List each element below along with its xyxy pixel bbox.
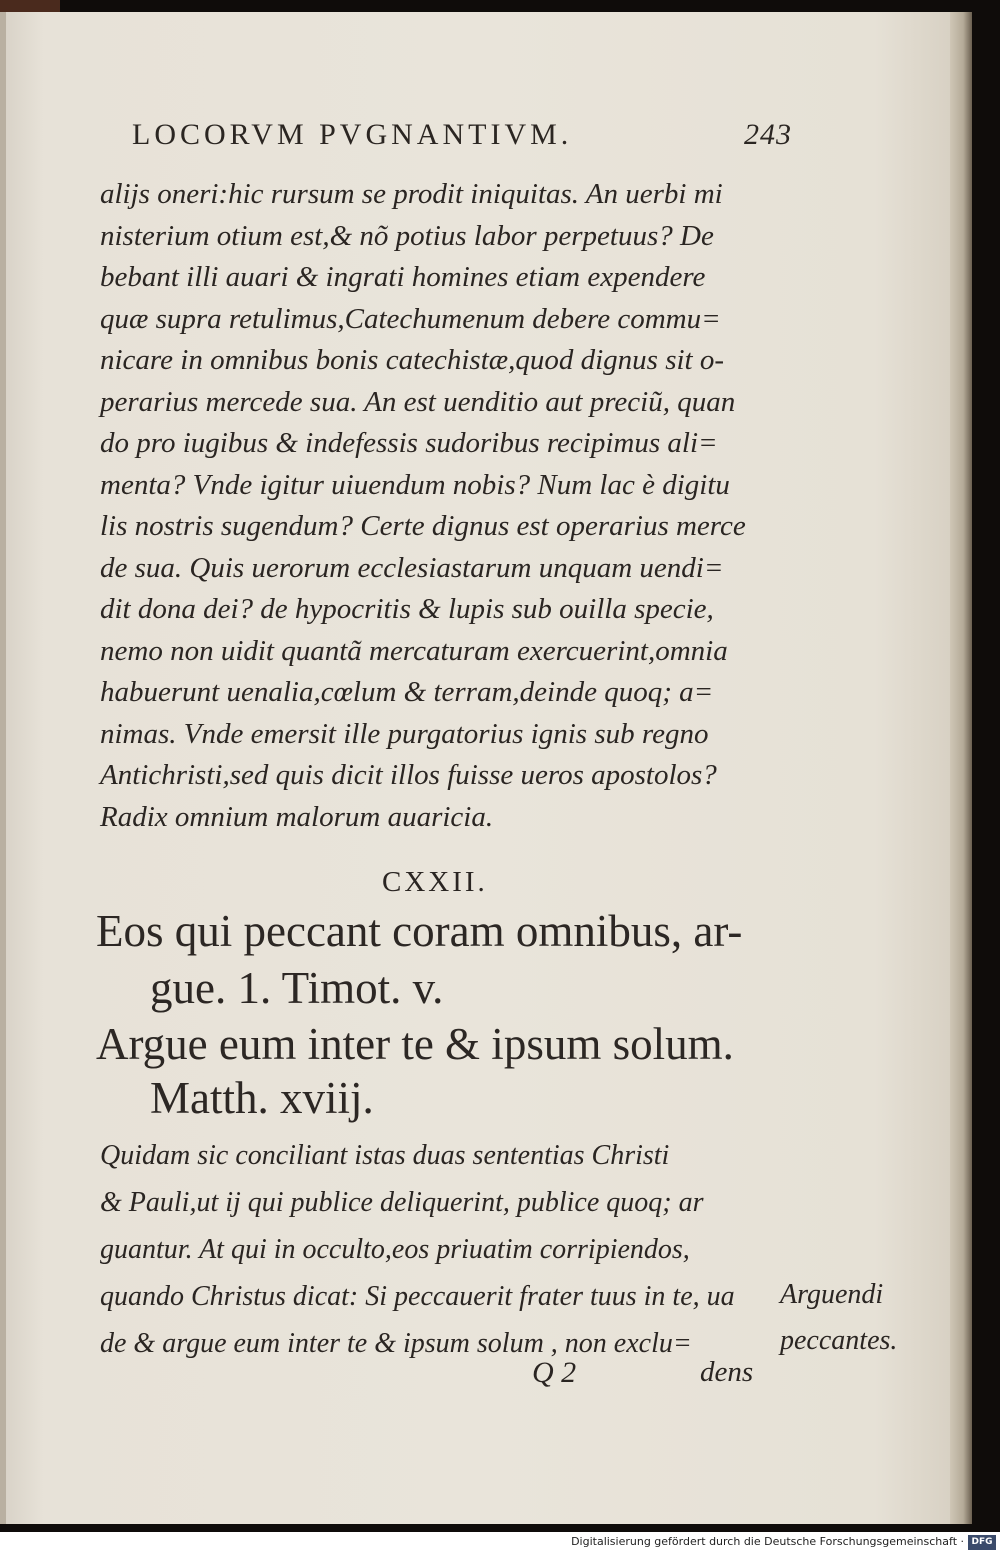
text-line: quæ supra retulimus,Catechumenum debere commu=	[100, 302, 721, 335]
heading-line: Argue eum inter te & ipsum solum.	[96, 1019, 734, 1069]
text-line: do pro iugibus & indefessis sudoribus recipimus ali=	[100, 427, 718, 459]
heading-line: Eos qui peccant coram omnibus, ar-	[96, 906, 743, 956]
text-line: dit dona dei? de hypocritis & lupis sub ouilla specie,	[100, 593, 714, 625]
text-line: & Pauli,ut ij qui publice deliquerint, publice quoq; ar	[100, 1187, 704, 1218]
margin-note-line: Arguendi	[780, 1279, 884, 1310]
text-line: quando Christus dicat: Si peccauerit frater tuus in te, ua	[100, 1281, 735, 1312]
margin-note	[780, 1272, 940, 1364]
page-number: 243	[744, 118, 792, 151]
page-edge-shadow	[950, 12, 972, 1524]
text-line: menta? Vnde igitur uiuendum nobis? Num lac è digitu	[100, 468, 730, 501]
text-line: nicare in omnibus bonis catechistæ,quod dignus sit o-	[100, 344, 725, 376]
heading-line: gue. 1. Timot. v.	[150, 963, 444, 1013]
running-head-title: LOCORVM PVGNANTIVM.	[132, 118, 573, 151]
text-line: perarius mercede sua. An est uenditio aut preciũ, quan	[100, 385, 736, 418]
dfg-logo-icon: DFG	[968, 1535, 996, 1550]
funding-notice: Digitalisierung gefördert durch die Deutsche Forschungsgemeinschaft ·	[571, 1535, 964, 1548]
footer-bar	[0, 1532, 1000, 1555]
text-line: alijs oneri:hic rursum se prodit iniquitas. An uerbi mi	[100, 178, 723, 210]
signature-mark: Q 2	[532, 1356, 577, 1389]
text-line: Antichristi,sed quis dicit illos fuisse ueros apostolos?	[100, 759, 717, 791]
text-line: nimas. Vnde emersit ille purgatorius ignis sub regno	[100, 717, 709, 750]
text-line: habuerunt uenalia,cœlum & terram,deinde quoq; a=	[100, 676, 714, 708]
text-line: nisterium otium est,& nõ potius labor perpetuus? De	[100, 219, 714, 252]
text-line: Radix omnium malorum auaricia.	[100, 800, 494, 833]
paragraph-1	[100, 174, 780, 838]
text-line: de sua. Quis uerorum ecclesiastarum unquam uendi=	[100, 551, 724, 584]
text-line: nemo non uidit quantã mercaturam exercuerint,omnia	[100, 634, 728, 667]
heading-line: Matth. xviij.	[150, 1073, 374, 1123]
section-number: CXXII.	[382, 866, 488, 898]
text-line: Quidam sic conciliant istas duas sententias Christi	[100, 1140, 670, 1171]
text-line: guantur. At qui in occulto,eos priuatim corripiendos,	[100, 1234, 690, 1265]
text-line: de & argue eum inter te & ipsum solum , non exclu=	[100, 1328, 692, 1359]
paragraph-2	[100, 1132, 780, 1367]
catchword: dens	[700, 1356, 754, 1388]
margin-note-line: peccantes.	[780, 1325, 898, 1356]
text-line: lis nostris sugendum? Certe dignus est operarius merce	[100, 510, 746, 542]
text-line: bebant illi auari & ingrati homines etiam expendere	[100, 261, 706, 293]
